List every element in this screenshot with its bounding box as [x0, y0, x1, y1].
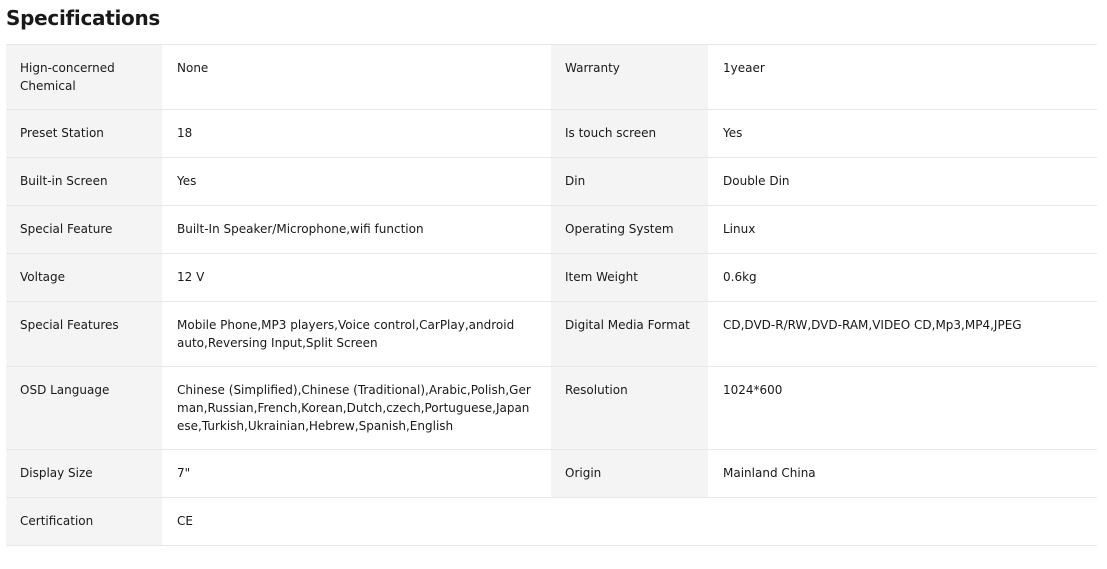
spec-label: OSD Language	[6, 367, 162, 450]
spec-label: Origin	[551, 450, 708, 498]
spec-value: 18	[162, 110, 551, 158]
table-row	[6, 367, 1097, 450]
spec-label: Display Size	[6, 450, 162, 498]
spec-label: Item Weight	[551, 254, 708, 302]
spec-label: Is touch screen	[551, 110, 708, 158]
empty-cell	[551, 498, 708, 546]
spec-value: 7"	[162, 450, 551, 498]
spec-value: Mobile Phone,MP3 players,Voice control,CarPlay,android auto,Reversing Input,Split Screen	[162, 302, 551, 367]
spec-value: 1yeaer	[708, 45, 1097, 110]
spec-label: Hign-concerned Chemical	[6, 45, 162, 110]
spec-label: Built-in Screen	[6, 158, 162, 206]
spec-value: 12 V	[162, 254, 551, 302]
spec-value: CE	[162, 498, 551, 546]
table-row	[6, 45, 1097, 110]
table-row	[6, 254, 1097, 302]
spec-value: Yes	[162, 158, 551, 206]
spec-value: Chinese (Simplified),Chinese (Traditional),Arabic,Polish,German,Russian,French,Korean,Dutch,czech,Portuguese,Japanese,Turkish,Ukrainian,Hebrew,Spanish,English	[162, 367, 551, 450]
spec-value: 0.6kg	[708, 254, 1097, 302]
table-row	[6, 206, 1097, 254]
spec-value: Mainland China	[708, 450, 1097, 498]
spec-value: Built-In Speaker/Microphone,wifi function	[162, 206, 551, 254]
spec-value: Double Din	[708, 158, 1097, 206]
page-title: Specifications	[6, 6, 161, 30]
spec-label: Preset Station	[6, 110, 162, 158]
spec-label: Certification	[6, 498, 162, 546]
table-row	[6, 498, 1097, 546]
spec-value: Linux	[708, 206, 1097, 254]
spec-label: Digital Media Format	[551, 302, 708, 367]
spec-label: Resolution	[551, 367, 708, 450]
spec-label: Special Features	[6, 302, 162, 367]
spec-label: Warranty	[551, 45, 708, 110]
table-row	[6, 158, 1097, 206]
spec-value: 1024*600	[708, 367, 1097, 450]
table-row	[6, 450, 1097, 498]
spec-label: Voltage	[6, 254, 162, 302]
table-row	[6, 302, 1097, 367]
spec-label: Special Feature	[6, 206, 162, 254]
spec-label: Operating System	[551, 206, 708, 254]
specifications-table	[6, 44, 1097, 546]
table-row	[6, 110, 1097, 158]
spec-value: CD,DVD-R/RW,DVD-RAM,VIDEO CD,Mp3,MP4,JPEG	[708, 302, 1097, 367]
spec-value: None	[162, 45, 551, 110]
spec-value: Yes	[708, 110, 1097, 158]
spec-label: Din	[551, 158, 708, 206]
empty-cell	[708, 498, 1097, 546]
